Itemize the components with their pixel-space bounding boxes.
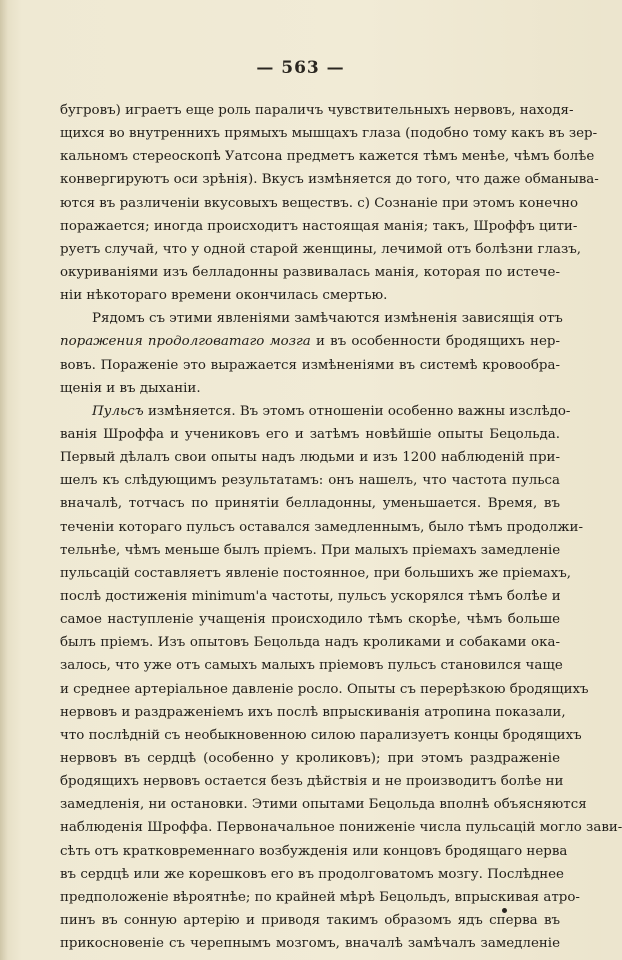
text-line: послѣ достиженія minimum'a частоты, пульсъ ускорялся тѣмъ болѣе и — [60, 588, 561, 604]
text-line: ніи нѣкотораго времени окончилась смертью. — [60, 288, 388, 304]
text-line: тельнѣе, чѣмъ меньше былъ пріемъ. При малыхъ пріемахъ замедленіе — [60, 542, 561, 558]
text-line: нервовъ и раздраженіемъ ихъ послѣ впрыскиванія атропина показали, — [60, 704, 566, 720]
text-line: бугровъ) играетъ еще роль параличъ чувствительныхъ нервовъ, находя- — [60, 103, 574, 118]
ink-dot — [502, 908, 507, 913]
page-number: — 563 — — [256, 58, 345, 78]
emphasized-text: Пульсъ — [92, 403, 144, 419]
paragraph-start-line: Пульсъ измѣняется. Въ этомъ отношеніи особенно важны изслѣдо- — [92, 403, 571, 419]
text-line: самое наступленіе учащенія происходило тѣмъ скорѣе, чѣмъ больше — [60, 612, 560, 628]
text-line: шелъ къ слѣдующимъ результатамъ: онъ нашелъ, что частота пульса — [60, 473, 560, 489]
text-line: пинъ въ сонную артерію и приводя такимъ образомъ ядъ сперва въ — [60, 912, 560, 928]
text-line: поражается; иногда происходитъ настоящая манія; такъ, Шроффъ цити- — [60, 218, 578, 234]
text-line: былъ пріемъ. Изъ опытовъ Бецольда надъ кроликами и собаками ока- — [60, 635, 560, 651]
text-line: залось, что уже отъ самыхъ малыхъ пріемовъ пульсъ становился чаще — [60, 658, 563, 674]
text-line: сѣть отъ кратковременнаго возбужденія или концовъ бродящаго нерва — [60, 843, 568, 859]
text-line: въ сердцѣ или же корешковъ его въ продолговатомъ мозгу. Послѣднее — [60, 866, 564, 882]
body-text — [60, 99, 622, 955]
text-line: что послѣдній съ необыкновенною силою парализуетъ концы бродящихъ — [60, 727, 582, 743]
text-line: конвергируютъ оси зрѣнія). Вкусъ измѣняется до того, что даже обманыва- — [60, 172, 599, 188]
text-line: поражения продолговатаго мозга и въ особенности бродящихъ нер- — [60, 334, 560, 350]
text-line: теченіи котораго пульсъ оставался замедленнымъ, было тѣмъ продолжи- — [60, 519, 583, 535]
text-line: предположеніе вѣроятнѣе; по крайней мѣрѣ Бецольдъ, впрыскивая атро- — [60, 889, 580, 905]
text-line: бродящихъ нервовъ остается безъ дѣйствія и не производитъ болѣе ни — [60, 774, 564, 790]
text-line: ются въ различеніи вкусовыхъ веществъ. с) Сознаніе при этомъ конечно — [60, 195, 579, 211]
paragraph-start-line: Рядомъ съ этими явленіями замѣчаются измѣненія зависящія отъ — [92, 311, 563, 327]
text-line: щихся во внутреннихъ прямыхъ мышцахъ глаза (подобно тому какъ въ зер- — [60, 126, 598, 142]
text-line: наблюденія Шроффа. Первоначальное пониженіе числа пульсацій могло зави- — [60, 820, 622, 836]
text-line: нервовъ въ сердцѣ (особенно у кроликовъ); при этомъ раздраженіе — [60, 750, 560, 766]
emphasized-text: поражения продолговатаго мозга — [60, 334, 311, 350]
text-line: кальномъ стереоскопѣ Уатсона предметъ кажется тѣмъ менѣе, чѣмъ болѣе — [60, 149, 595, 165]
text-line: руетъ случай, что у одной старой женщины, лечимой отъ болѣзни глазъ, — [60, 241, 582, 257]
text-line: замедленія, ни остановки. Этими опытами Бецольда вполнѣ объясняются — [60, 797, 587, 813]
text-line: ванія Шроффа и учениковъ его и затѣмъ новѣйшіе опыты Бецольда. — [60, 426, 560, 442]
text-line: Первый дѣлалъ свои опыты надъ людьми и изъ 1200 наблюденій при- — [60, 450, 560, 466]
text-line: пульсацій составляетъ явленіе постоянное, при большихъ же пріемахъ, — [60, 565, 572, 581]
text-line: вначалѣ, тотчасъ по принятіи белладонны, уменьшается. Время, въ — [60, 496, 560, 512]
text-line: прикосновеніе съ черепнымъ мозгомъ, вначалѣ замѣчалъ замедленіе — [60, 936, 560, 952]
text-line: щенія и въ дыханіи. — [60, 380, 201, 396]
text-line: и среднее артеріальное давленіе росло. Опыты съ перерѣзкою бродящихъ — [60, 681, 589, 697]
text-line: окуриваніями изъ белладонны развивалась манія, которая по истече- — [60, 264, 560, 280]
text-line: вовъ. Пораженіе это выражается измѣненіями въ системѣ кровообра- — [60, 357, 560, 373]
